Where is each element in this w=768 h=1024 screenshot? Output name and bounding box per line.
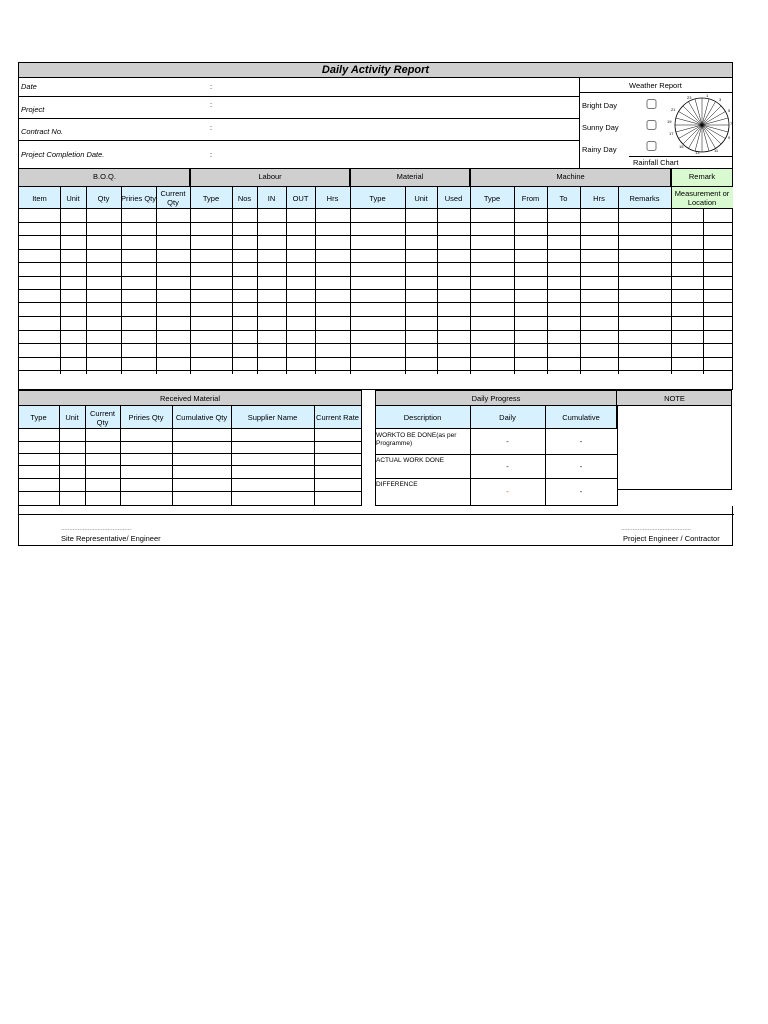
group-label-labour: Labour	[258, 172, 282, 181]
info-label-date: Date	[21, 82, 37, 91]
sunny-day-checkbox[interactable]	[645, 120, 658, 130]
received-column-header: Current Qty	[89, 408, 115, 427]
column-header: Hrs	[326, 193, 339, 203]
progress-row-description: WORKTO BE DONE(as per Programme)	[376, 432, 457, 447]
dial-number: 7	[730, 121, 733, 126]
info-value-contract-no[interactable]: :	[210, 123, 213, 132]
weather-option-bright-day: Bright Day	[582, 101, 618, 110]
signature-area	[18, 506, 733, 546]
received-column-header: Current Rate	[316, 413, 359, 422]
progress-row-cumulative: -	[579, 437, 583, 446]
dial-number: 9	[728, 135, 731, 140]
received-column-header: Priries Qty	[128, 413, 164, 422]
column-header: Nos	[237, 193, 252, 203]
progress-row-daily: -	[506, 487, 509, 496]
dial-number: 5	[728, 108, 731, 113]
progress-row-description: ACTUAL WORK DONE	[376, 457, 445, 464]
received-material-table	[18, 390, 362, 506]
report-title-bar	[18, 62, 733, 78]
column-header-measurement: Measurement or Location	[674, 189, 730, 207]
rainfall-chart-caption: Rainfall Chart	[633, 158, 679, 167]
progress-column-header: Daily	[499, 413, 516, 422]
rainfall-dial-icon	[662, 92, 734, 156]
progress-row-daily: -	[506, 461, 509, 471]
column-header: IN	[267, 193, 276, 203]
dial-number: 3	[719, 97, 722, 102]
received-column-header: Type	[30, 413, 47, 422]
right-signature-label: Project Engineer / Contractor	[623, 534, 720, 543]
progress-row-cumulative: -	[579, 461, 583, 471]
column-header: Type	[202, 193, 220, 203]
daily-progress-title: Daily Progress	[471, 394, 521, 403]
right-signature-dots: ……………………………………	[621, 526, 691, 532]
info-block	[18, 78, 733, 168]
column-header: Remarks	[629, 193, 660, 203]
column-header: Unit	[414, 193, 428, 203]
dial-number: 21	[671, 107, 676, 112]
column-header: Used	[444, 193, 463, 203]
weather-report-title: Weather Report	[629, 81, 682, 90]
group-label-boq: B.O.Q.	[93, 172, 116, 181]
info-label-project: Project	[21, 105, 45, 114]
column-header: Qty	[97, 193, 110, 203]
received-column-header: Unit	[65, 413, 79, 422]
progress-column-header: Cumulative	[562, 413, 600, 422]
column-header: Current Qty	[160, 189, 186, 207]
column-header: To	[559, 193, 568, 203]
rainy-day-checkbox[interactable]	[645, 141, 658, 151]
dial-number: 1	[706, 93, 709, 98]
left-signature-label: Site Representative/ Engineer	[61, 534, 161, 543]
progress-row-description: DIFFERENCE	[376, 481, 418, 488]
left-signature-dots: ……………………………………	[61, 526, 131, 532]
info-label-completion-date: Project Completion Date.	[21, 150, 105, 159]
dial-number: 23	[687, 95, 692, 100]
column-header: Priries Qty	[121, 193, 157, 203]
daily-progress-table	[375, 390, 732, 506]
info-label-contract-no: Contract No.	[21, 127, 64, 136]
note-title: NOTE	[664, 394, 685, 403]
received-column-header: Cumulative Qty	[175, 413, 228, 422]
received-material-title: Received Material	[159, 394, 221, 403]
weather-option-rainy-day: Rainy Day	[582, 145, 617, 154]
dial-number: 19	[667, 119, 672, 124]
progress-row-daily: -	[506, 437, 509, 446]
column-header: Unit	[66, 193, 80, 203]
group-label-machine: Machine	[556, 172, 585, 181]
column-header: Type	[483, 193, 501, 203]
column-header: Item	[32, 193, 47, 203]
dial-number: 15	[679, 144, 684, 149]
weather-option-sunny-day: Sunny Day	[582, 123, 619, 132]
column-header: Type	[369, 193, 386, 203]
daily-activity-report-sheet	[18, 62, 733, 546]
report-title: Daily Activity Report	[321, 64, 430, 76]
received-column-header: Supplier Name	[247, 413, 298, 422]
progress-row-cumulative: -	[579, 487, 583, 496]
progress-column-header: Description	[403, 413, 442, 422]
info-value-completion-date[interactable]: :	[210, 150, 213, 159]
dial-number: 11	[714, 148, 719, 153]
column-header: OUT	[292, 193, 309, 203]
dial-number: 17	[669, 131, 674, 136]
column-header: Hrs	[593, 193, 605, 203]
bright-day-checkbox[interactable]	[645, 99, 658, 109]
info-value-date[interactable]: :	[210, 82, 213, 91]
group-label-material: Material	[396, 172, 424, 181]
column-header: From	[521, 193, 540, 203]
group-label-remark: Remark	[688, 172, 716, 181]
dial-number: 13	[695, 150, 700, 155]
activity-grid	[18, 168, 733, 390]
info-value-project[interactable]: :	[210, 100, 213, 109]
